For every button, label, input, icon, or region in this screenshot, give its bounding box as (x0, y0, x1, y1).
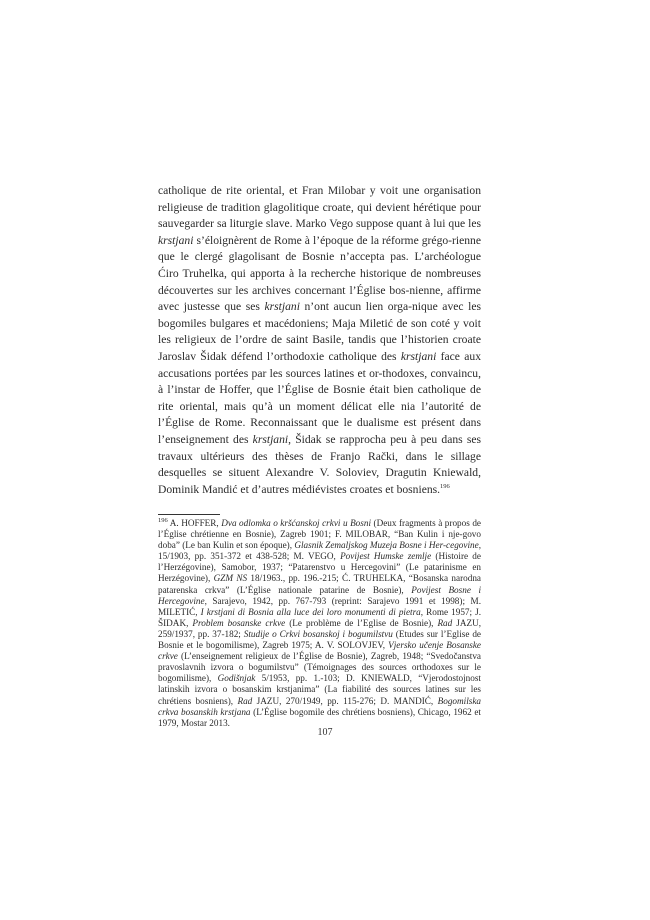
italic-text: Dva odlomka o kršćanskoj crkvi u Bosni (221, 518, 371, 528)
italic-text: Glasnik Zemaljskog Muzeja Bosne i Her-cegovine (294, 540, 479, 551)
page-number: 107 (317, 727, 333, 738)
italic-text: krstjani (158, 233, 194, 247)
italic-text: Bogomilska crkva bosanskih krstjana (158, 695, 481, 717)
text-run: n’ont aucun lien orga-nique avec les bogomiles bulgares et macédoniens; Maja Miletić de son coté y voit les religieux de l’ordre de saint Basile, tandis que l’historien croate Jaroslav Šidak défend l’orthodoxie catholique des (158, 300, 481, 363)
italic-text: Godišnjak (217, 673, 256, 684)
italic-text: Problem bosanske crkve (192, 617, 286, 628)
footnote-separator (158, 514, 220, 515)
footnote-marker: 196 (440, 482, 450, 490)
italic-text: Rad (237, 695, 253, 706)
italic-text: Povijest Bosne i Hercegovine (158, 584, 482, 606)
text-run: JAZU, 270/1949, pp. 115-276; D. MANDIĆ, (252, 695, 438, 706)
text-run: JAZU, 259/1937, pp. 37-182; (158, 617, 481, 639)
text-run: s’éloignèrent de Rome à l’époque de la réforme grégo-rienne que le clergé glagolisant de Bosnie n’accepta pas. L’archéologue Ćiro Truhelka, qui apporta à la recherche historique de nombreuses découvertes sur les archives concernant l’Église bos-nienne, affirme avec justesse que ses (158, 233, 481, 314)
italic-text: Rad (437, 617, 453, 628)
italic-text: krstjani (400, 349, 437, 363)
body-paragraph (158, 183, 481, 498)
italic-text: I krstjani di Bosnia alla luce dei loro monumenti di pietra (200, 606, 421, 617)
italic-text: krstjani (264, 300, 300, 314)
text-run: (Deux fragments à propos de l’Église chrétienne en Bosnie), Zagreb 1901; F. MILOBAR, “Ban Kulin i nje-govo doba” (Le ban Kulin et son époque), (158, 518, 481, 551)
footnote-marker: 196 (158, 516, 168, 524)
text-run: , 15/1903, pp. 351-372 et 438-528; M. VEGO, (158, 540, 481, 562)
italic-text: Vjersko učenje Bosanske crkve (158, 640, 481, 662)
text-run: 5/1953, pp. 1.-103; D. KNIEWALD, “Vjerodostojnost latinskih izvora o bosanskim krstjanima” (La fiabilité des sources latines sur les chrétiens bosniens), (158, 673, 481, 706)
text-run: catholique de rite oriental, et Fran Milobar y voit une organisation religieuse de tradition glagolitique croate, qui devient hérétique pour sauvegarder sa liturgie slave. Marko Vego suppose quant à lui que les (158, 184, 481, 231)
text-run: A. HOFFER, (167, 518, 222, 528)
text-run: , Rome 1957; J. ŠIDAK, (158, 606, 481, 628)
footnote-196 (158, 518, 481, 729)
text-run: (Le problème de l’Eglise de Bosnie), (285, 617, 438, 628)
italic-text: Studije o Crkvi bosanskoj i bogumilstvu (243, 628, 393, 639)
text-run: face aux accusations portées par les sources latines et or-thodoxes, convaincu, à l’instar de Hoffer, que l’Église de Bosnie était bien catholique de rite oriental, mais qu’à un moment délicat elle nia l’autorité de l’Église de Rome. Reconnaissant que le dualisme est présent dans l’enseignement des (158, 349, 481, 446)
text-run: (Etudes sur l’Eglise de Bosnie et le bogomilisme), Zagreb 1975; A. V. SOLOVJEV, (158, 628, 481, 651)
text-run: , Sarajevo, 1942, pp. 767-793 (reprint: Sarajevo 1991 et 1998); M. MILETIĆ, (158, 595, 481, 617)
italic-text: GZM NS (213, 573, 248, 584)
text-run: 18/1963., pp. 196.-215; Ć. TRUHELKA, “Bosanska narodna patarenska crkva” (L’Église nationale patarine de Bosnie), (158, 573, 481, 595)
italic-text: Povijest Humske zemlje (340, 551, 432, 562)
text-run: (Histoire de l’Herzégovine), Samobor, 1937; “Patarenstvo u Hercegovini” (Le patarinisme en Herzégovine), (158, 551, 481, 584)
text-run: , Šidak se rapprocha peu à peu dans ses travaux ultérieurs des thèses de Franjo Rački, dans le sillage desquelles se situent Alexandre V. Soloviev, Dragutin Kniewald, Dominik Mandić et d’autres médiévistes croates et bosniens. (158, 432, 482, 496)
italic-text: krstjani (252, 432, 289, 446)
text-run: (L’Église bogomile des chrétiens bosniens), Chicago, 1962 et 1979, Mostar 2013. (158, 706, 481, 728)
text-run: (L’enseignement religieux de l’Église de Bosnie), Zagreb, 1948; “Svedočanstva pravoslavnih izvora o bogumilstvu” (Témoignages des sources orthodoxes sur le bogomilisme), (158, 651, 481, 684)
